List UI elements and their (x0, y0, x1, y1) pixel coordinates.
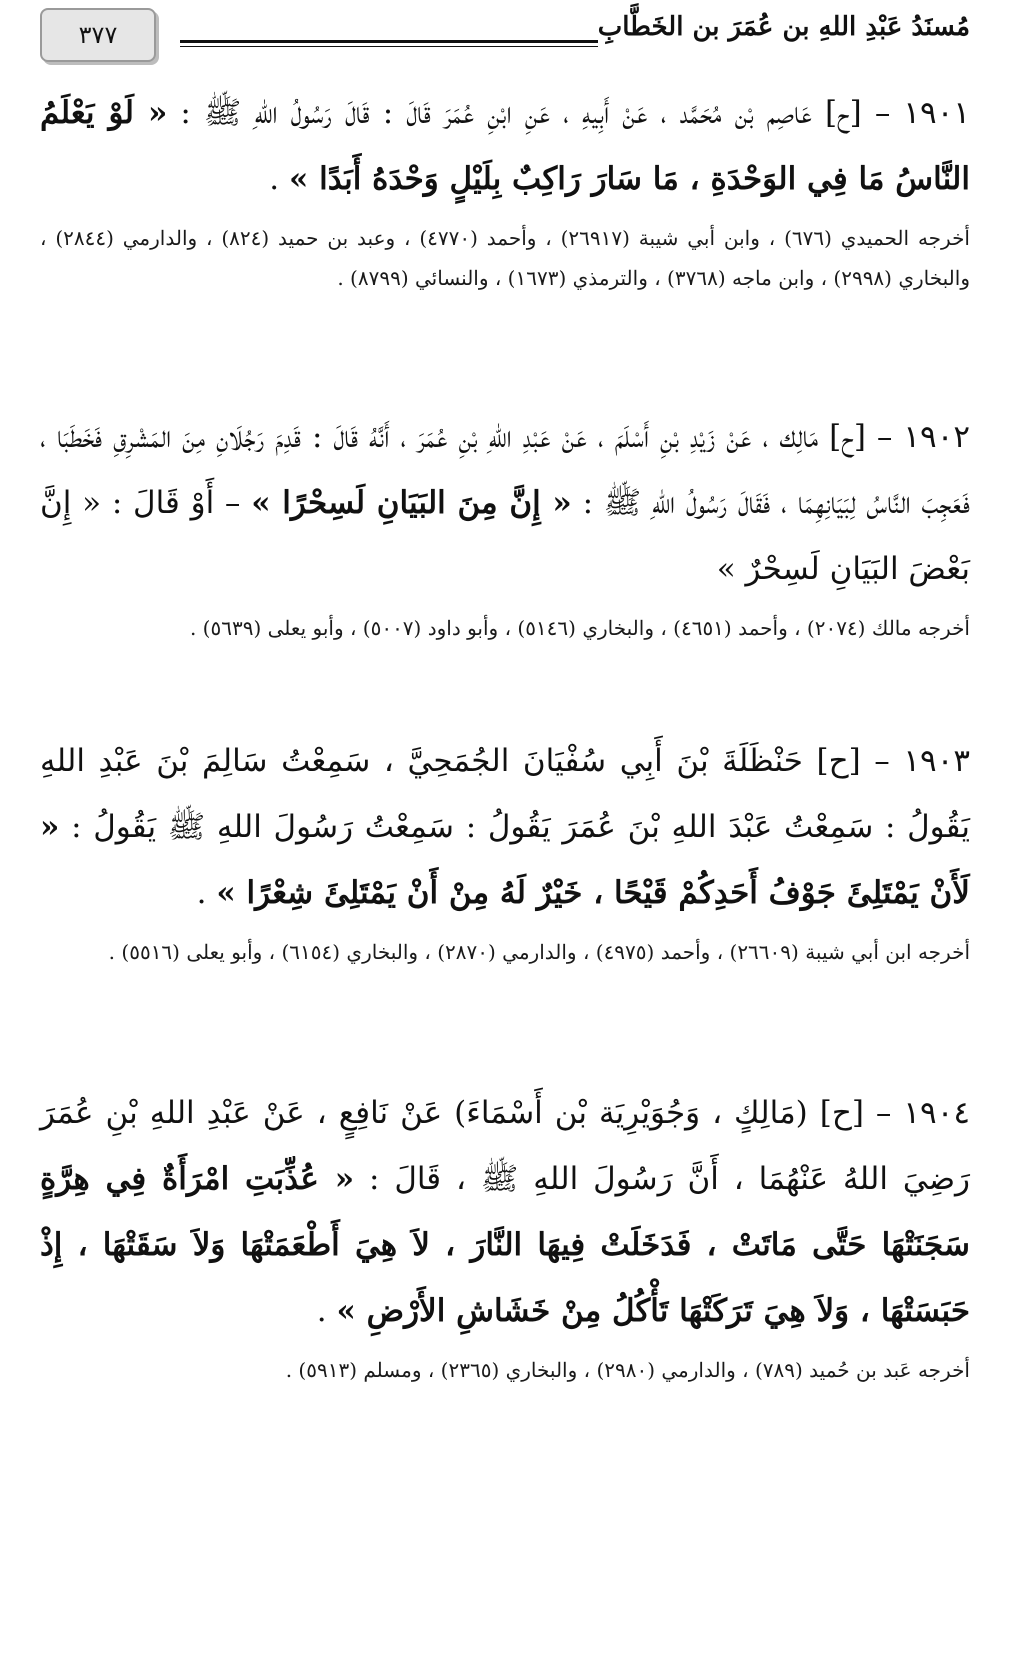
hadith-takhrij: أخرجه عَبد بن حُميد (٧٨٩) ، والدارمي (٢٩٨٠) ، والبخاري (٢٣٦٥) ، ومسلم (٥٩١٣) . (285, 1358, 970, 1382)
page-number: ٣٧٧ (40, 8, 156, 62)
hadith-1902 (40, 404, 970, 648)
hadith-tail: – أَوْ قَالَ : « إِنَّ بَعْضَ البَيَانِ لَسِحْرٌ » (40, 485, 970, 587)
hadith-1904 (40, 1080, 970, 1390)
hadith-number: ١٩٠٤ (903, 1095, 970, 1131)
hadith-number: ١٩٠١ (903, 95, 971, 131)
hadith-text (40, 728, 970, 926)
hadith-tail: . (316, 1293, 337, 1329)
running-title: مُسنَدُ عَبْدِ اللهِ بن عُمَرَ بن الخَطَّابِ (597, 12, 970, 42)
hadith-matn: « لَوْ يَعْلَمُ النَّاسُ مَا فِي الوَحْدَةِ ، مَا سَارَ رَاكِبٌ بِلَيْلٍ وَحْدَهُ أَبَدًا » (40, 95, 970, 197)
hadith-matn: « عُذِّبَتِ امْرَأَةٌ فِي هِرَّةٍ سَجَنَتْهَا حَتَّى مَاتَتْ ، فَدَخَلَتْ فِيهَا النَّارَ ، لاَ هِيَ أَطْعَمَتْهَا وَلاَ سَقَتْهَا ، إِذْ حَبَسَتْهَا ، وَلاَ هِيَ تَرَكَتْهَا تَأْكُلُ مِنْ خَشَاشِ الأَرْضِ » (40, 1161, 970, 1329)
hadith-text (40, 80, 970, 212)
hadith-number: ١٩٠٢ (903, 419, 970, 455)
hadith-sanad: – [ح] مَالِك ، عَنْ زَيْدِ بْنِ أَسْلَمَ ، عَنْ عَبْدِ اللهِ بْنِ عُمَرَ ، أَنَّهُ قَالَ : قَدِمَ رَجُلَانِ مِنَ المَشْرِقِ فَخَطَبَا ، فَعَجِبَ النَّاسُ لِبَيَانِهِمَا ، فَقَالَ رَسُولُ اللهِ ﷺ : (40, 419, 970, 521)
hadith-sanad: – [ح] حَنْظَلَةَ بْنَ أَبِي سُفْيَانَ الجُمَحِيَّ ، سَمِعْتُ سَالِمَ بْنَ عَبْدِ اللهِ يَقُولُ : سَمِعْتُ عَبْدَ اللهِ بْنَ عُمَرَ يَقُولُ : سَمِعْتُ رَسُولَ اللهِ ﷺ يَقُولُ : (40, 743, 970, 845)
hadith-tail: . (196, 875, 217, 911)
hadith-text (40, 1080, 970, 1344)
hadith-takhrij: أخرجه مالك (٢٠٧٤) ، وأحمد (٤٦٥١) ، والبخاري (٥١٤٦) ، وأبو داود (٥٠٠٧) ، وأبو يعلى (٥٦٣٩) . (189, 616, 970, 640)
hadith-matn: « إِنَّ مِنَ البَيَانِ لَسِحْرًا » (251, 485, 572, 521)
page-header (40, 6, 970, 66)
book-page (40, 0, 970, 1657)
hadith-sanad: – [ح] (مَالِكٍ ، وَجُوَيْرِيَة بْن أَسْمَاءَ) عَنْ نَافِعٍ ، عَنْ عَبْدِ اللهِ بْنِ عُمَرَ رَضِيَ اللهُ عَنْهُمَا ، أَنَّ رَسُولَ اللهِ ﷺ ، قَالَ : (40, 1095, 970, 1197)
hadith-takhrij: أخرجه ابن أبي شيبة (٢٦٦٠٩) ، وأحمد (٤٩٧٥) ، والدارمي (٢٨٧٠) ، والبخاري (٦١٥٤) ، وأبو يعلى (٥٥١٦) . (108, 940, 970, 964)
hadith-1903 (40, 728, 970, 972)
hadith-number: ١٩٠٣ (903, 743, 970, 779)
hadith-matn: « لَأَنْ يَمْتَلِئَ جَوْفُ أَحَدِكُمْ قَيْحًا ، خَيْرٌ لَهُ مِنْ أَنْ يَمْتَلِئَ شِعْرًا » (40, 809, 970, 911)
hadith-tail: . (269, 161, 290, 197)
hadith-takhrij: أخرجه الحميدي (٦٧٦) ، وابن أبي شيبة (٢٦٩١٧) ، وأحمد (٤٧٧٠) ، وعبد بن حميد (٨٢٤) ، والدارمي (٢٨٤٤) ، والبخاري (٢٩٩٨) ، وابن ماجه (٣٧٦٨) ، والترمذي (١٦٧٣) ، والنسائي (٨٧٩٩) . (40, 226, 970, 290)
hadith-1901 (40, 80, 970, 298)
hadith-text (40, 404, 970, 602)
header-rule (180, 40, 598, 47)
hadith-sanad: – [ح] عَاصِم بْن مُحَمَّد ، عَنْ أَبِيهِ ، عَنِ ابْنِ عُمَرَ قَالَ : قَالَ رَسُولُ اللهِ ﷺ : (180, 95, 891, 131)
